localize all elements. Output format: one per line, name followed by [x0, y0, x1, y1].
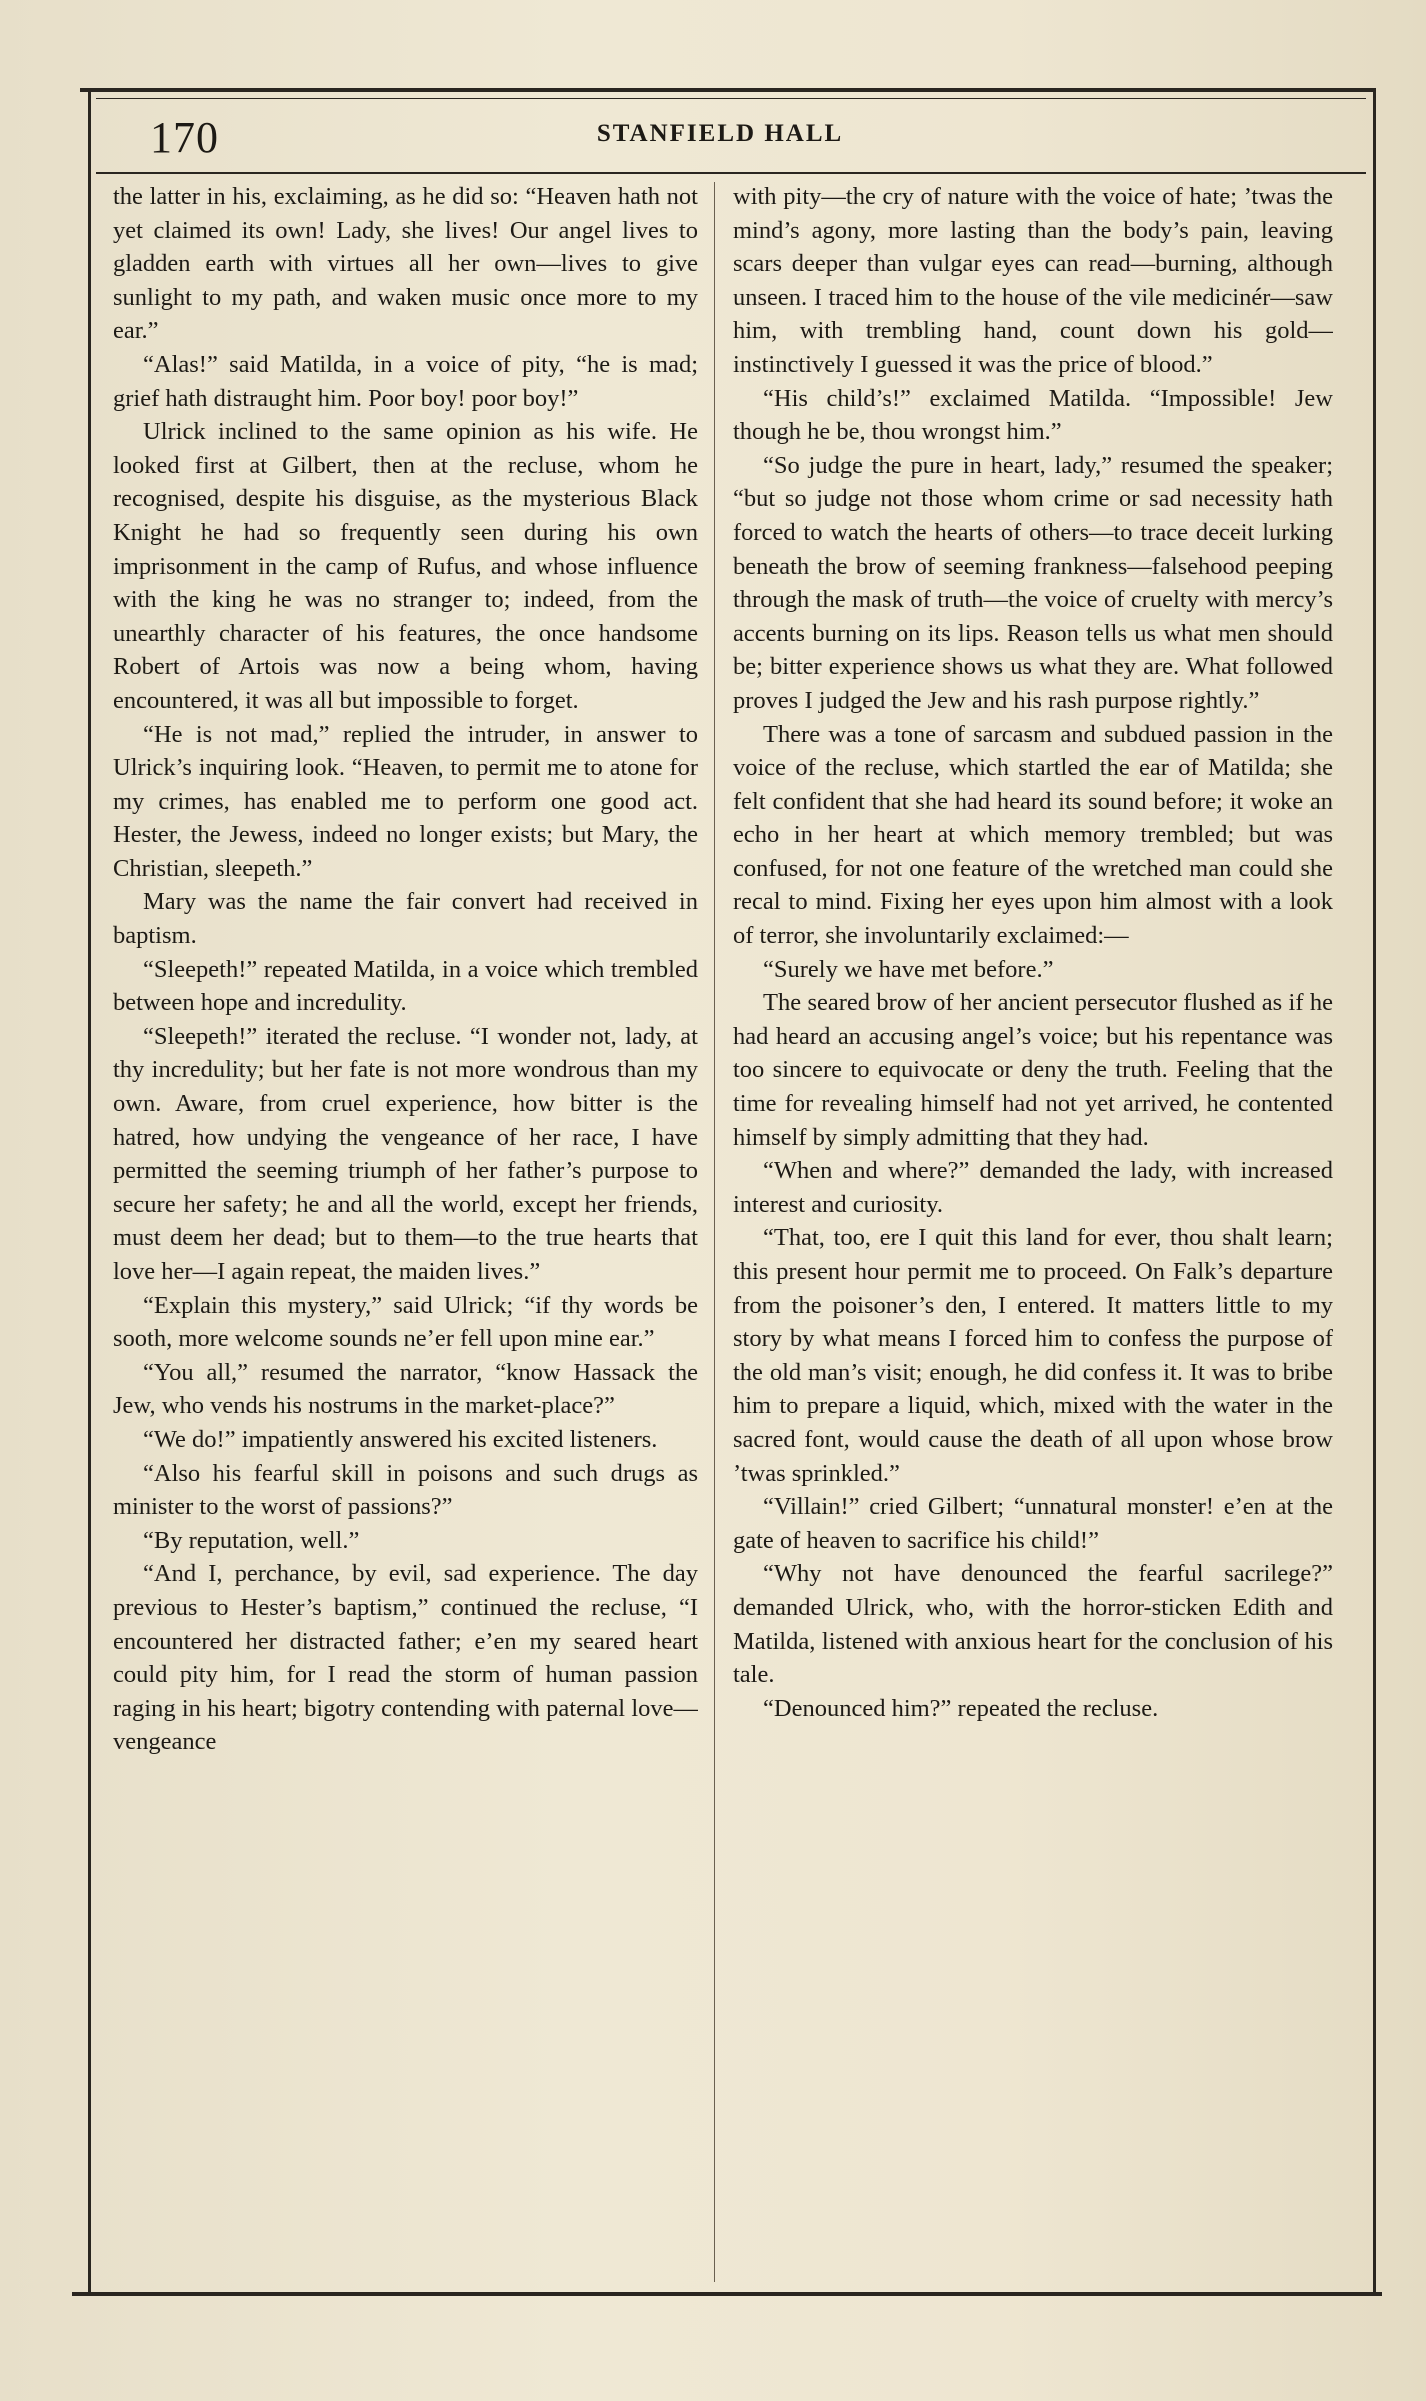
paragraph: Ulrick inclined to the same opinion as his wife. He looked first at Gilbert, then at the recluse, whom he recognised, despite his disguise, as the mysterious Black Knight he had so frequently seen during his own imprisonment in the camp of Rufus, and whose influence with the king he was no stranger to; indeed, from the unearthly character of his features, the once handsome Robert of Artois was now a being whom, having encountered, it was all but impossible to forget.	[113, 418, 698, 714]
paragraph: “When and where?” demanded the lady, with increased interest and curiosity.	[733, 1157, 1333, 1218]
paragraph: “You all,” resumed the narrator, “know Hassack the Jew, who vends his nostrums in the market-place?”	[113, 1358, 698, 1420]
column-divider	[714, 182, 715, 2282]
page-header	[140, 108, 1340, 168]
paragraph: “That, too, ere I quit this land for ever, thou shalt learn; this present hour permit me to proceed. On Falk’s departure from the poisoner’s den, I entered. It matters little to my story by what means I forced him to confess the purpose of the old man’s visit; enough, he did confess it. It was to bribe him to prepare a liquid, which, mixed with the water in the sacred font, would cause the death of all upon whose brow ’twas sprinkled.”	[733, 1224, 1333, 1487]
bottom-rule	[72, 2292, 1382, 2296]
paragraph: “Villain!” cried Gilbert; “unnatural monster! e’en at the gate of heaven to sacrifice his child!”	[733, 1493, 1333, 1554]
paragraph: “Explain this mystery,” said Ulrick; “if thy words be sooth, more welcome sounds ne’er fell upon mine ear.”	[113, 1291, 698, 1353]
left-column	[113, 180, 698, 2280]
paragraph: “Denounced him?” repeated the recluse.	[763, 1694, 1159, 1722]
paragraph: “By reputation, well.”	[143, 1526, 360, 1554]
paragraph: “Sleepeth!” repeated Matilda, in a voice which trembled between hope and incredulity.	[113, 955, 698, 1017]
paragraph: The seared brow of her ancient persecutor flushed as if he had heard an accusing angel’s voice; but his repentance was too sincere to equivocate or deny the truth. Feeling that the time for revealing himself had not yet arrived, he contented himself by simply admitting that they had.	[733, 989, 1333, 1151]
paragraph: “He is not mad,” replied the intruder, in answer to Ulrick’s inquiring look. “Heaven, to permit me to atone for my crimes, has enabled me to perform one good act. Hester, the Jewess, indeed no longer exists; but Mary, the Christian, sleepeth.”	[113, 720, 698, 882]
page-number: 170	[150, 113, 219, 162]
paragraph: “His child’s!” exclaimed Matilda. “Impossible! Jew though he be, thou wrongst him.”	[733, 384, 1333, 446]
paragraph: with pity—the cry of nature with the voice of hate; ’twas the mind’s agony, more lasting than the body’s pain, leaving scars deeper than vulgar eyes can read—burning, although unseen. I traced him to the house of the vile medicinér—saw him, with trembling hand, count down his gold—instinctively I guessed it was the price of blood.”	[733, 183, 1333, 378]
paragraph: the latter in his, exclaiming, as he did so: “Heaven hath not yet claimed its own! Lady, she lives! Our angel lives to gladden earth with virtues all her own—lives to give sunlight to my path, and waken music once more to my ear.”	[113, 183, 698, 345]
paragraph: Mary was the name the fair convert had received in baptism.	[113, 888, 698, 950]
paragraph: “We do!” impatiently answered his excited listeners.	[143, 1425, 658, 1453]
paragraph: “Also his fearful skill in poisons and such drugs as minister to the worst of passions?”	[113, 1459, 698, 1521]
right-column	[733, 180, 1333, 2280]
paragraph: “Alas!” said Matilda, in a voice of pity, “he is mad; grief hath distraught him. Poor boy! poor boy!”	[113, 350, 698, 412]
paragraph: “And I, perchance, by evil, sad experience. The day previous to Hester’s baptism,” continued the recluse, “I encountered her distracted father; e’en my seared heart could pity him, for I read the storm of human passion raging in his heart; bigotry contending with paternal love—vengeance	[113, 1560, 698, 1756]
paragraph: “Sleepeth!” iterated the recluse. “I wonder not, lady, at thy incredulity; but her fate is not more wondrous than my own. Aware, from cruel experience, how bitter is the hatred, how undying the vengeance of her race, I have permitted the seeming triumph of her father’s purpose to secure her safety; he and all the world, except her friends, must deem her dead; but to them—to the true hearts that love her—I again repeat, the maiden lives.”	[113, 1022, 698, 1285]
paragraph: There was a tone of sarcasm and subdued passion in the voice of the recluse, which startled the ear of Matilda; she felt confident that she had heard its sound before; it woke an echo in her heart at which memory trembled; but was confused, for not one feature of the wretched man could she recal to mind. Fixing her eyes upon him almost with a look of terror, she involuntarily exclaimed:—	[733, 720, 1333, 950]
paragraph: “So judge the pure in heart, lady,” resumed the speaker; “but so judge not those whom crime or sad necessity hath forced to watch the hearts of others—to trace deceit lurking beneath the brow of seeming frankness—falsehood peeping through the mask of truth—the voice of cruelty with mercy’s accents burning on its lips. Reason tells us what men should be; bitter experience shows us what they are. What followed proves I judged the Jew and his rash purpose rightly.”	[733, 451, 1333, 714]
paragraph: “Why not have denounced the fearful sacrilege?” demanded Ulrick, who, with the horror-sticken Edith and Matilda, listened with anxious heart for the conclusion of his tale.	[733, 1560, 1333, 1689]
header-rule	[96, 172, 1366, 174]
paragraph: “Surely we have met before.”	[763, 955, 1054, 983]
running-title: STANFIELD HALL	[596, 120, 844, 147]
